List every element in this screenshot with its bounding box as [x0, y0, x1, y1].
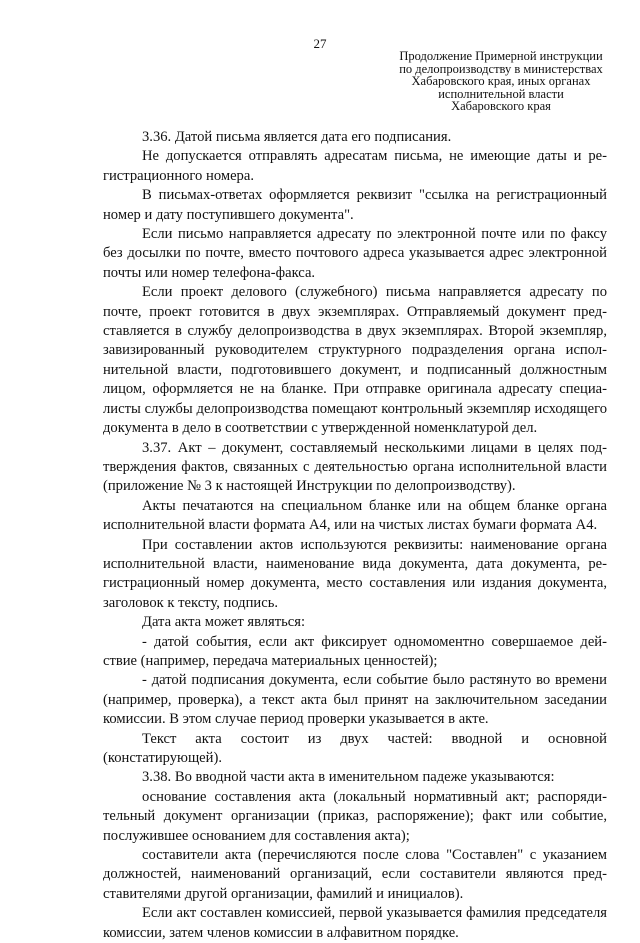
- header-line: по делопроизводству в министерствах: [399, 61, 603, 76]
- list-item: - датой подписания документа, если событие было растянуто во времени (например, проверка), а текст акта был принят на заключительном заседании комиссии. В этом случае период проверки указывается в акте.: [103, 672, 607, 728]
- paragraph: основание составления акта (локальный нормативный акт; распорядительный документ организации (приказ, распоряжение); факт или событие, послужившее основанием для составления акта);: [103, 788, 607, 844]
- document-header: [386, 50, 616, 113]
- header-line: Хабаровского края: [451, 99, 551, 113]
- paragraph: 3.38. Во вводной части акта в именительном падеже указываются:: [142, 769, 555, 786]
- paragraph: 3.36. Датой письма является дата его подписания.: [142, 129, 452, 145]
- paragraph: В письмах-ответах оформляется реквизит "ссылка на регистрационный номер и дату поступившего документа".: [103, 187, 607, 223]
- paragraph: Не допускается отправлять адресатам письма, не имеющие даты и регистрационного номера.: [103, 148, 607, 184]
- paragraph: Дата акта может являться:: [142, 614, 306, 631]
- paragraph: Если письмо направляется адресату по электронной почте или по факсу без досылки по почте, вместо почтового адреса указывается адрес электронной почты или номер телефона-факса.: [103, 226, 607, 281]
- header-line: Продолжение Примерной инструкции: [399, 49, 603, 63]
- paragraph: Если проект делового (служебного) письма направляется адресату по почте, проект готовится в двух экземплярах. Отправляемый документ представляется в службу делопроизводства в двух экземплярах. Второй экземпляр, завизированный руководителем структурного подразделения органа исполнительной власти, подготовившего документ, и подписанный должностным лицом, оформляется не на бланке. При отправке оригинала адресату специалисты службы делопроизводства помещают контрольный экземпляр исходящего документа в дело в соответствии с утвержденной номенклатурой дел.: [103, 284, 607, 437]
- page-number: 27: [313, 36, 327, 51]
- header-line: исполнительной власти: [438, 86, 564, 101]
- header-line: Хабаровского края, иных органах: [411, 74, 591, 88]
- list-item: - датой события, если акт фиксирует одномоментно совершаемое действие (например, передача материальных ценностей);: [103, 633, 607, 669]
- paragraph: При составлении актов используются реквизиты: наименование органа исполнительной власти, наименование вида документа, дата документа, регистрационный номер документа, место составления или издания документа, заголовок к тексту, подпись.: [103, 536, 607, 611]
- paragraph: Если акт составлен комиссией, первой указывается фамилия председателя комиссии, затем членов комиссии в алфавитном порядке.: [103, 905, 607, 941]
- paragraph: составители акта (перечисляются после слова "Составлен" с указанием должностей, наименований организаций, если составители являются представителями другой организации, фамилий и инициалов).: [103, 847, 607, 902]
- paragraph: Текст акта состоит из двух частей: вводной и основной (констатирующей).: [103, 730, 607, 766]
- paragraph: 3.37. Акт – документ, составляемый несколькими лицами в целях подтверждения фактов, связанных с деятельностью органа исполнительной власти (приложение № 3 к настоящей Инструкции по делопроизводству).: [103, 439, 607, 495]
- paragraph: Акты печатаются на специальном бланке или на общем бланке органа исполнительной власти формата А4, или на чистых листах бумаги формата А4.: [103, 497, 607, 534]
- document-body: [103, 128, 607, 943]
